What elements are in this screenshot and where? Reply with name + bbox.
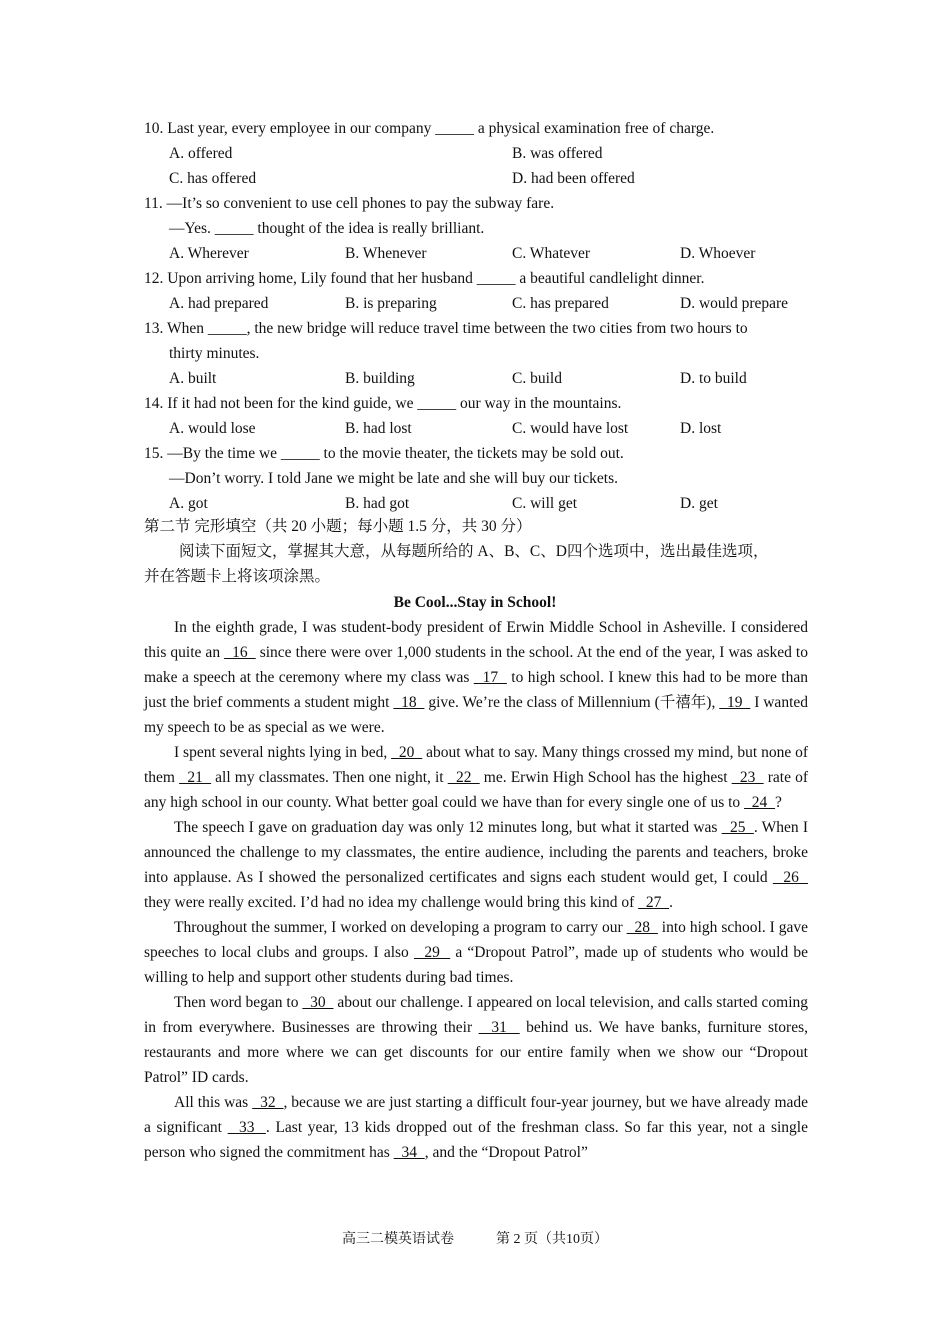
option-a: A. Wherever (169, 245, 249, 262)
blank-30: 30 (302, 994, 334, 1011)
blank-16: 16 (224, 644, 256, 661)
option-b: B. building (345, 370, 415, 387)
question-13-continued (144, 341, 833, 366)
blank-28: 28 (626, 919, 658, 936)
option-b: B. Whenever (345, 245, 427, 262)
question-stem: 11. —It’s so convenient to use cell phones to pay the subway fare. (144, 195, 555, 212)
option-d: D. had been offered (512, 170, 635, 187)
options-15 (169, 491, 809, 516)
question-stem: 13. When _____, the new bridge will reduce travel time between the two cities from two hours to (144, 320, 748, 337)
paragraph-3: The speech I gave on graduation day was only 12 minutes long, but what it started was 25 . When I announced the challenge to my classmates, the entire audience, including the parents and teachers, broke into applause. As I showed the personalized certificates and signs each student would get, I could 26 they were really excited. I’d had no idea my challenge would bring this kind of 27 . (144, 819, 808, 911)
blank-29: 29 (413, 944, 451, 961)
blank-18: 18 (393, 694, 425, 711)
blank-19: 19 (719, 694, 751, 711)
question-stem-continued: thirty minutes. (169, 345, 260, 362)
question-stem-continued: —Don’t worry. I told Jane we might be late and she will buy our tickets. (169, 470, 618, 487)
option-b: B. had lost (345, 420, 412, 437)
option-a: A. would lose (169, 420, 256, 437)
blank-31: 31 (478, 1019, 520, 1036)
option-d: D. get (680, 495, 718, 512)
option-d: D. would prepare (680, 295, 789, 312)
question-14 (144, 391, 808, 416)
blank-25: 25 (721, 819, 754, 836)
section-instruction-continued: 并在答题卡上将该项涂黑。 (144, 568, 331, 585)
paragraph-4: Throughout the summer, I worked on developing a program to carry our 28 into high school. I gave speeches to local clubs and groups. I also 29 a “Dropout Patrol”, made up of students who would be willing to help and support other students during bad times. (144, 919, 809, 986)
question-11 (144, 191, 808, 216)
option-b: B. is preparing (345, 295, 437, 312)
question-stem: 10. Last year, every employee in our company _____ a physical examination free of charge. (144, 120, 715, 137)
option-d: D. to build (680, 370, 747, 387)
paragraph-5: Then word began to 30 about our challenge. I appeared on local television, and calls started coming in from everywhere. Businesses are throwing their 31 behind us. We have banks, furniture stores, restaurants and more where we can get discounts for our entire family when we show our “Dropout Patrol” ID cards. (144, 994, 808, 1086)
blank-23: 23 (731, 769, 764, 786)
question-stem: 14. If it had not been for the kind guide, we _____ our way in the mountains. (144, 395, 622, 412)
option-c: C. would have lost (512, 420, 629, 437)
blank-21: 21 (179, 769, 212, 786)
option-c: C. has prepared (512, 295, 609, 312)
option-a: A. had prepared (169, 295, 269, 312)
paragraph-1: In the eighth grade, I was student-body president of Erwin Middle School in Asheville. I considered this quite an 16 since there were over 1,000 students in the school. At the end of the year, I was asked to make a speech at the ceremony where my class was 17 to high school. I knew this had to be more than just the brief comments a student might 18 give. We’re the class of Millennium (千禧年), 19 I wanted my speech to be as special as we were. (144, 619, 808, 736)
passage-title: Be Cool...Stay in School! (393, 594, 557, 611)
question-stem: 15. —By the time we _____ to the movie theater, the tickets may be sold out. (144, 445, 624, 462)
option-c: C. Whatever (512, 245, 591, 262)
question-stem: 12. Upon arriving home, Lily found that her husband _____ a beautiful candlelight dinner. (144, 270, 705, 287)
option-b: B. was offered (512, 145, 603, 162)
option-b: B. had got (345, 495, 410, 512)
question-15-reply (144, 466, 833, 491)
option-d: D. lost (680, 420, 722, 437)
question-12 (144, 266, 808, 291)
question-11-reply (144, 216, 833, 241)
blank-24: 24 (744, 794, 776, 811)
option-c: C. build (512, 370, 562, 387)
paragraph-6: All this was 32 , because we are just starting a difficult four-year journey, but we have already made a significant 33 . Last year, 13 kids dropped out of the freshman class. So far this year, not a single person who signed the commitment has 34 , and the “Dropout Patrol” (144, 1094, 809, 1161)
blank-20: 20 (391, 744, 423, 761)
blank-33: 33 (227, 1119, 266, 1136)
options-11 (169, 241, 809, 266)
options-12 (169, 291, 809, 316)
blank-27: 27 (638, 894, 670, 911)
paragraph-2: I spent several nights lying in bed, 20 about what to say. Many things crossed my mind, but none of them 21 all my classmates. Then one night, it 22 me. Erwin High School has the highest 23 rate of any high school in our county. What better goal could we have than for every single one of us to 24 ? (144, 744, 809, 811)
option-a: A. built (169, 370, 217, 387)
options-14 (169, 416, 809, 441)
option-d: D. Whoever (680, 245, 756, 262)
section-heading: 第二节 完形填空（共 20 小题；每小题 1.5 分，共 30 分） (144, 518, 532, 535)
page-footer: 高三二模英语试卷 第 2 页（共10页） (342, 1232, 608, 1247)
question-stem-continued: —Yes. _____ thought of the idea is really brilliant. (169, 220, 485, 237)
option-c: C. will get (512, 495, 578, 512)
blank-34: 34 (393, 1144, 425, 1161)
passage-body (144, 615, 808, 1165)
option-c: C. has offered (169, 170, 257, 187)
options-10 (169, 141, 809, 166)
option-a: A. got (169, 495, 208, 512)
blank-26: 26 (772, 869, 808, 886)
blank-17: 17 (473, 669, 507, 686)
question-13 (144, 316, 808, 341)
section-instruction: 阅读下面短文，掌握其大意，从每题所给的 A、B、C、D四个选项中，选出最佳选项， (179, 543, 769, 560)
options-10-row2 (169, 166, 809, 191)
question-15 (144, 441, 808, 466)
question-10 (144, 116, 808, 141)
blank-22: 22 (447, 769, 480, 786)
option-a: A. offered (169, 145, 233, 162)
options-13 (169, 366, 809, 391)
blank-32: 32 (252, 1094, 284, 1111)
